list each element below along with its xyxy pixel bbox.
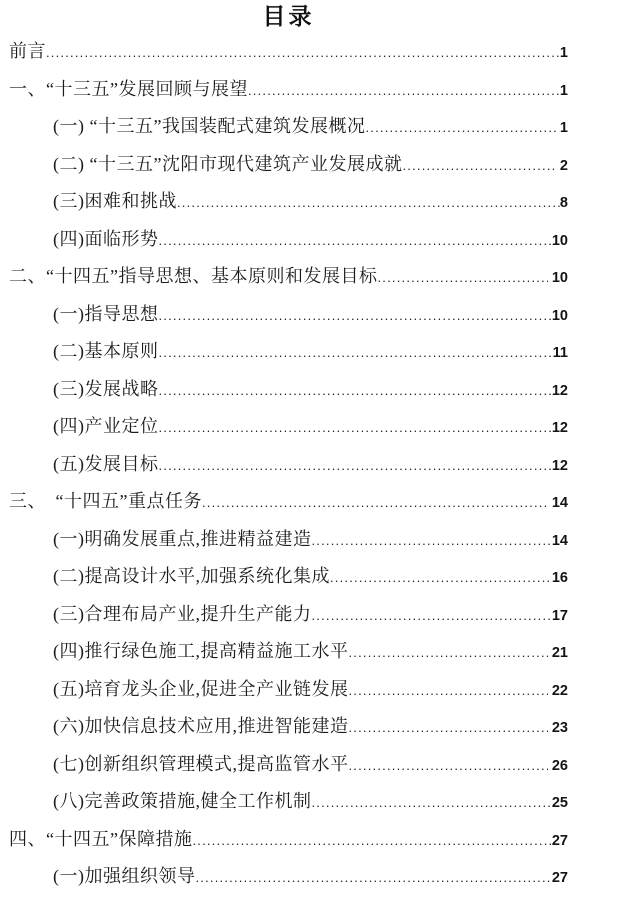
toc-entry-page: 26 <box>547 757 568 774</box>
toc-entry-page: 14 <box>551 532 568 549</box>
toc-entry-page: 10 <box>551 232 568 249</box>
toc-entry[interactable] <box>9 858 568 896</box>
toc-entry[interactable] <box>9 333 568 371</box>
toc-entry-text: (一) “十三五”我国装配式建筑发展概况 <box>53 116 366 136</box>
toc-entry-text: (六)加快信息技术应用,推进智能建造 <box>53 716 349 736</box>
dot-leader <box>330 558 552 597</box>
toc-entry-page: 23 <box>547 720 568 736</box>
toc-entry-page: 17 <box>551 607 568 624</box>
toc-entry-page: 8 <box>559 195 568 211</box>
dot-leader <box>365 108 555 147</box>
dot-leader <box>46 33 560 72</box>
toc-entry[interactable] <box>9 71 568 109</box>
toc-entry-page: 12 <box>551 420 568 436</box>
toc-entry[interactable] <box>9 446 568 484</box>
toc-entry-text: (八)完善政策措施,健全工作机制 <box>53 791 312 811</box>
toc-entry-text: (二)提高设计水平,加强系统化集成 <box>53 566 330 586</box>
dot-leader <box>349 746 548 785</box>
dot-leader <box>202 483 548 522</box>
toc-entry-page: 12 <box>551 382 568 399</box>
dot-leader <box>312 596 552 635</box>
toc-entry-page: 2 <box>555 157 568 174</box>
dot-leader <box>349 708 548 747</box>
dot-leader <box>402 146 555 185</box>
dot-leader <box>159 296 552 335</box>
dot-leader <box>159 446 552 485</box>
toc-list <box>9 33 568 896</box>
toc-entry[interactable] <box>9 821 568 859</box>
toc-entry[interactable] <box>9 33 568 71</box>
toc-entry-page: 16 <box>551 570 568 586</box>
toc-entry-page: 27 <box>551 870 568 886</box>
toc-entry[interactable] <box>9 708 568 746</box>
toc-entry-page: 21 <box>547 645 568 661</box>
dot-leader <box>248 71 560 110</box>
toc-entry-text: (五)培育龙头企业,促进全产业链发展 <box>53 678 349 699</box>
toc-entry[interactable] <box>9 258 568 296</box>
toc-entry[interactable] <box>9 783 568 821</box>
toc-entry-text: (一)明确发展重点,推进精益建造 <box>53 528 312 549</box>
toc-entry-text: (四)产业定位 <box>53 416 159 436</box>
toc-entry-page: 12 <box>551 457 568 474</box>
toc-entry-text: (一)指导思想 <box>53 303 159 324</box>
toc-entry-text: (三)发展战略 <box>53 378 159 399</box>
toc-entry-text: 二、“十四五”指导思想、基本原则和发展目标 <box>9 266 378 286</box>
toc-entry[interactable] <box>9 746 568 784</box>
dot-leader <box>159 221 552 260</box>
toc-entry-page: 1 <box>555 120 568 136</box>
toc-entry-text: (四)面临形势 <box>53 228 159 249</box>
dot-leader <box>159 408 552 447</box>
toc-entry-page: 1 <box>559 45 568 61</box>
toc-entry[interactable] <box>9 408 568 446</box>
dot-leader <box>312 783 552 822</box>
dot-leader <box>312 521 552 560</box>
toc-entry-text: (五)发展目标 <box>53 453 159 474</box>
toc-entry[interactable] <box>9 671 568 709</box>
toc-entry-text: 三、 “十四五”重点任务 <box>9 491 202 511</box>
toc-entry[interactable] <box>9 521 568 559</box>
toc-entry-page: 1 <box>559 82 568 99</box>
toc-entry[interactable] <box>9 596 568 634</box>
dot-leader <box>159 333 553 372</box>
toc-entry-text: 一、“十三五”发展回顾与展望 <box>9 78 248 99</box>
dot-leader <box>196 858 552 897</box>
toc-entry-page: 10 <box>547 270 568 286</box>
toc-entry[interactable] <box>9 108 568 146</box>
toc-entry-text: (三)合理布局产业,提升生产能力 <box>53 603 312 624</box>
toc-entry-text: (三)困难和挑战 <box>53 191 177 211</box>
toc-entry[interactable] <box>9 633 568 671</box>
dot-leader <box>192 821 551 860</box>
toc-entry-text: (二) “十三五”沈阳市现代建筑产业发展成就 <box>53 153 403 174</box>
toc-entry-page: 27 <box>551 832 568 849</box>
toc-entry[interactable] <box>9 146 568 184</box>
toc-entry-text: 前言 <box>9 41 46 61</box>
toc-entry[interactable] <box>9 183 568 221</box>
toc-entry-text: 四、“十四五”保障措施 <box>9 828 193 849</box>
toc-entry[interactable] <box>9 296 568 334</box>
dot-leader <box>349 671 548 710</box>
toc-entry-text: (七)创新组织管理模式,提高监管水平 <box>53 753 349 774</box>
toc-entry-page: 14 <box>547 495 568 511</box>
toc-entry-page: 11 <box>552 345 568 361</box>
toc-entry-page: 25 <box>551 795 568 811</box>
toc-entry-text: (二)基本原则 <box>53 341 159 361</box>
toc-entry-page: 10 <box>551 307 568 324</box>
toc-entry-text: (四)推行绿色施工,提高精益施工水平 <box>53 641 349 661</box>
toc-entry[interactable] <box>9 221 568 259</box>
toc-entry-text: (一)加强组织领导 <box>53 866 196 886</box>
dot-leader <box>177 183 560 222</box>
toc-entry[interactable] <box>9 483 568 521</box>
dot-leader <box>159 371 552 410</box>
page-title: 目录 <box>262 4 315 29</box>
dot-leader <box>349 633 548 672</box>
dot-leader <box>377 258 547 297</box>
toc-entry[interactable] <box>9 371 568 409</box>
toc-entry[interactable] <box>9 558 568 596</box>
toc-entry-page: 22 <box>547 682 568 699</box>
